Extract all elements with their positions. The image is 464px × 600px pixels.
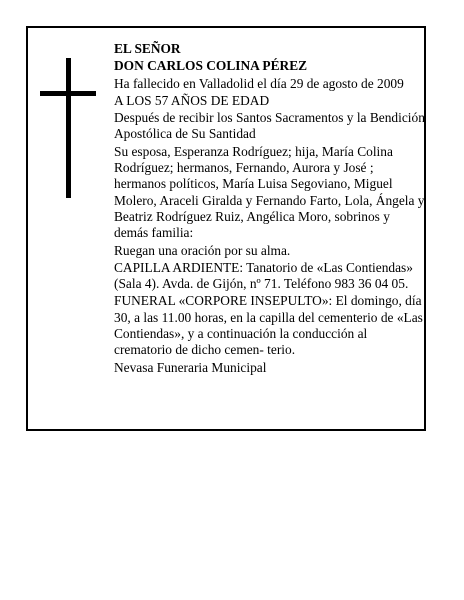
title-line-1: EL SEÑOR (114, 41, 181, 56)
cross-horizontal-bar (40, 91, 96, 96)
obituary-notice (26, 26, 426, 431)
funeral-home: Nevasa Funeraria Municipal (114, 359, 267, 375)
notice-text (114, 41, 426, 377)
sacraments-line: Después de recibir los Santos Sacramentos y la Bendición Apostólica de Su Santidad (114, 110, 425, 142)
age-line: A LOS 57 AÑOS DE EDAD (114, 92, 270, 108)
prayer-request: Ruegan una oración por su alma. (114, 242, 291, 258)
death-info: Ha fallecido en Valladolid el día 29 de agosto de 2009 (114, 75, 404, 91)
cross-icon (40, 58, 96, 198)
chapel-info: CAPILLA ARDIENTE: Tanatorio de «Las Contiendas» (Sala 4). Avda. de Gijón, nº 71. Teléfono 983 36 04 05. (114, 259, 413, 292)
family-list: Su esposa, Esperanza Rodríguez; hija, María Colina Rodríguez; hermanos, Fernando, Aurora y José ; hermanos políticos, María Luisa Segoviano, Miguel Molero, Araceli Giralda y Fernando Farto, Lola, Ángela y Beatriz Rodríguez Ruiz, Angélica Moro, sobrinos y demás familia: (114, 143, 425, 241)
funeral-info: FUNERAL «CORPORE INSEPULTO»: El domingo, día 30, a las 11.00 horas, en la capilla del cementerio de «Las Contiendas», y a continuación la conducción al crematorio de dicho cemen- terio. (114, 293, 423, 358)
deceased-name: DON CARLOS COLINA PÉREZ (114, 58, 308, 74)
cross-vertical-bar (66, 58, 71, 198)
